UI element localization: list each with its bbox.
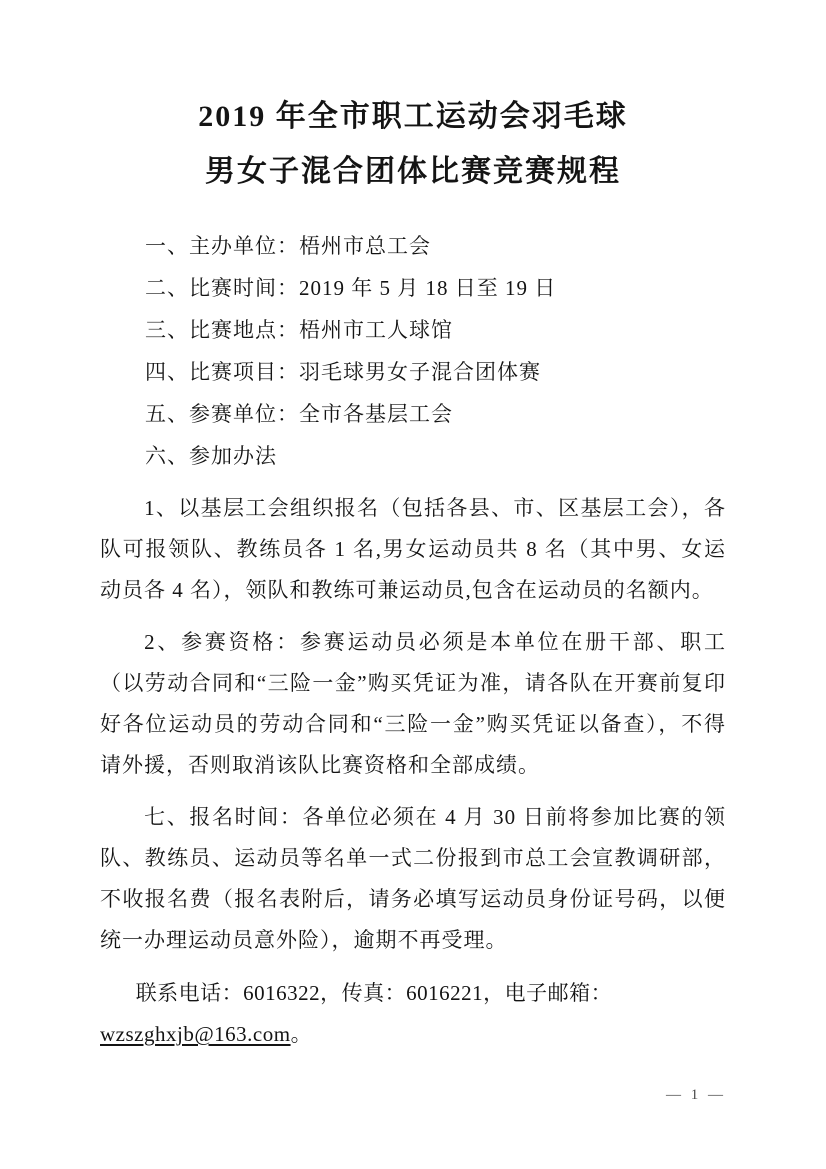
document-body — [100, 488, 726, 961]
title-line-2: 男女子混合团体比赛竞赛规程 — [205, 155, 621, 188]
list-item-venue: 三、比赛地点：梧州市工人球馆 — [145, 318, 453, 342]
email-link[interactable]: wzszghxjb@163.com — [100, 1022, 291, 1046]
paragraph-eligibility: 2、参赛资格：参赛运动员必须是本单位在册干部、职工（以劳动合同和“三险一金”购买凭证为准，请各队在开赛前复印好各位运动员的劳动合同和“三险一金”购买凭证以备查），不得请外援，否则取消该队比赛资格和全部成绩。 — [100, 630, 726, 777]
info-list — [145, 225, 726, 477]
paragraph-registration: 1、以基层工会组织报名（包括各县、市、区基层工会），各队可报领队、教练员各 1 名,男女运动员共 8 名（其中男、女运动员各 4 名），领队和教练可兼运动员,包含在运动员的名额内。 — [100, 496, 726, 602]
document-title — [100, 89, 726, 199]
paragraph-deadline: 七、报名时间：各单位必须在 4 月 30 日前将参加比赛的领队、教练员、运动员等名单一式二份报到市总工会宣教调研部，不收报名费（报名表附后，请务必填写运动员身份证号码，以便统一办理运动员意外险），逾期不再受理。 — [100, 805, 726, 952]
title-line-1: 2019 年全市职工运动会羽毛球 — [198, 100, 628, 133]
list-item-time: 二、比赛时间：2019 年 5 月 18 日至 19 日 — [145, 276, 557, 300]
contact-period: 。 — [290, 1022, 313, 1046]
page-number: — 1 — — [666, 1087, 726, 1103]
contact-text: 联系电话：6016322，传真：6016221，电子邮箱： — [135, 981, 613, 1005]
list-item-participants: 五、参赛单位：全市各基层工会 — [145, 402, 453, 426]
list-item-method: 六、参加办法 — [145, 444, 277, 468]
contact-line — [100, 973, 726, 1055]
list-item-organizer: 一、主办单位：梧州市总工会 — [145, 234, 431, 258]
list-item-event: 四、比赛项目：羽毛球男女子混合团体赛 — [145, 360, 541, 384]
